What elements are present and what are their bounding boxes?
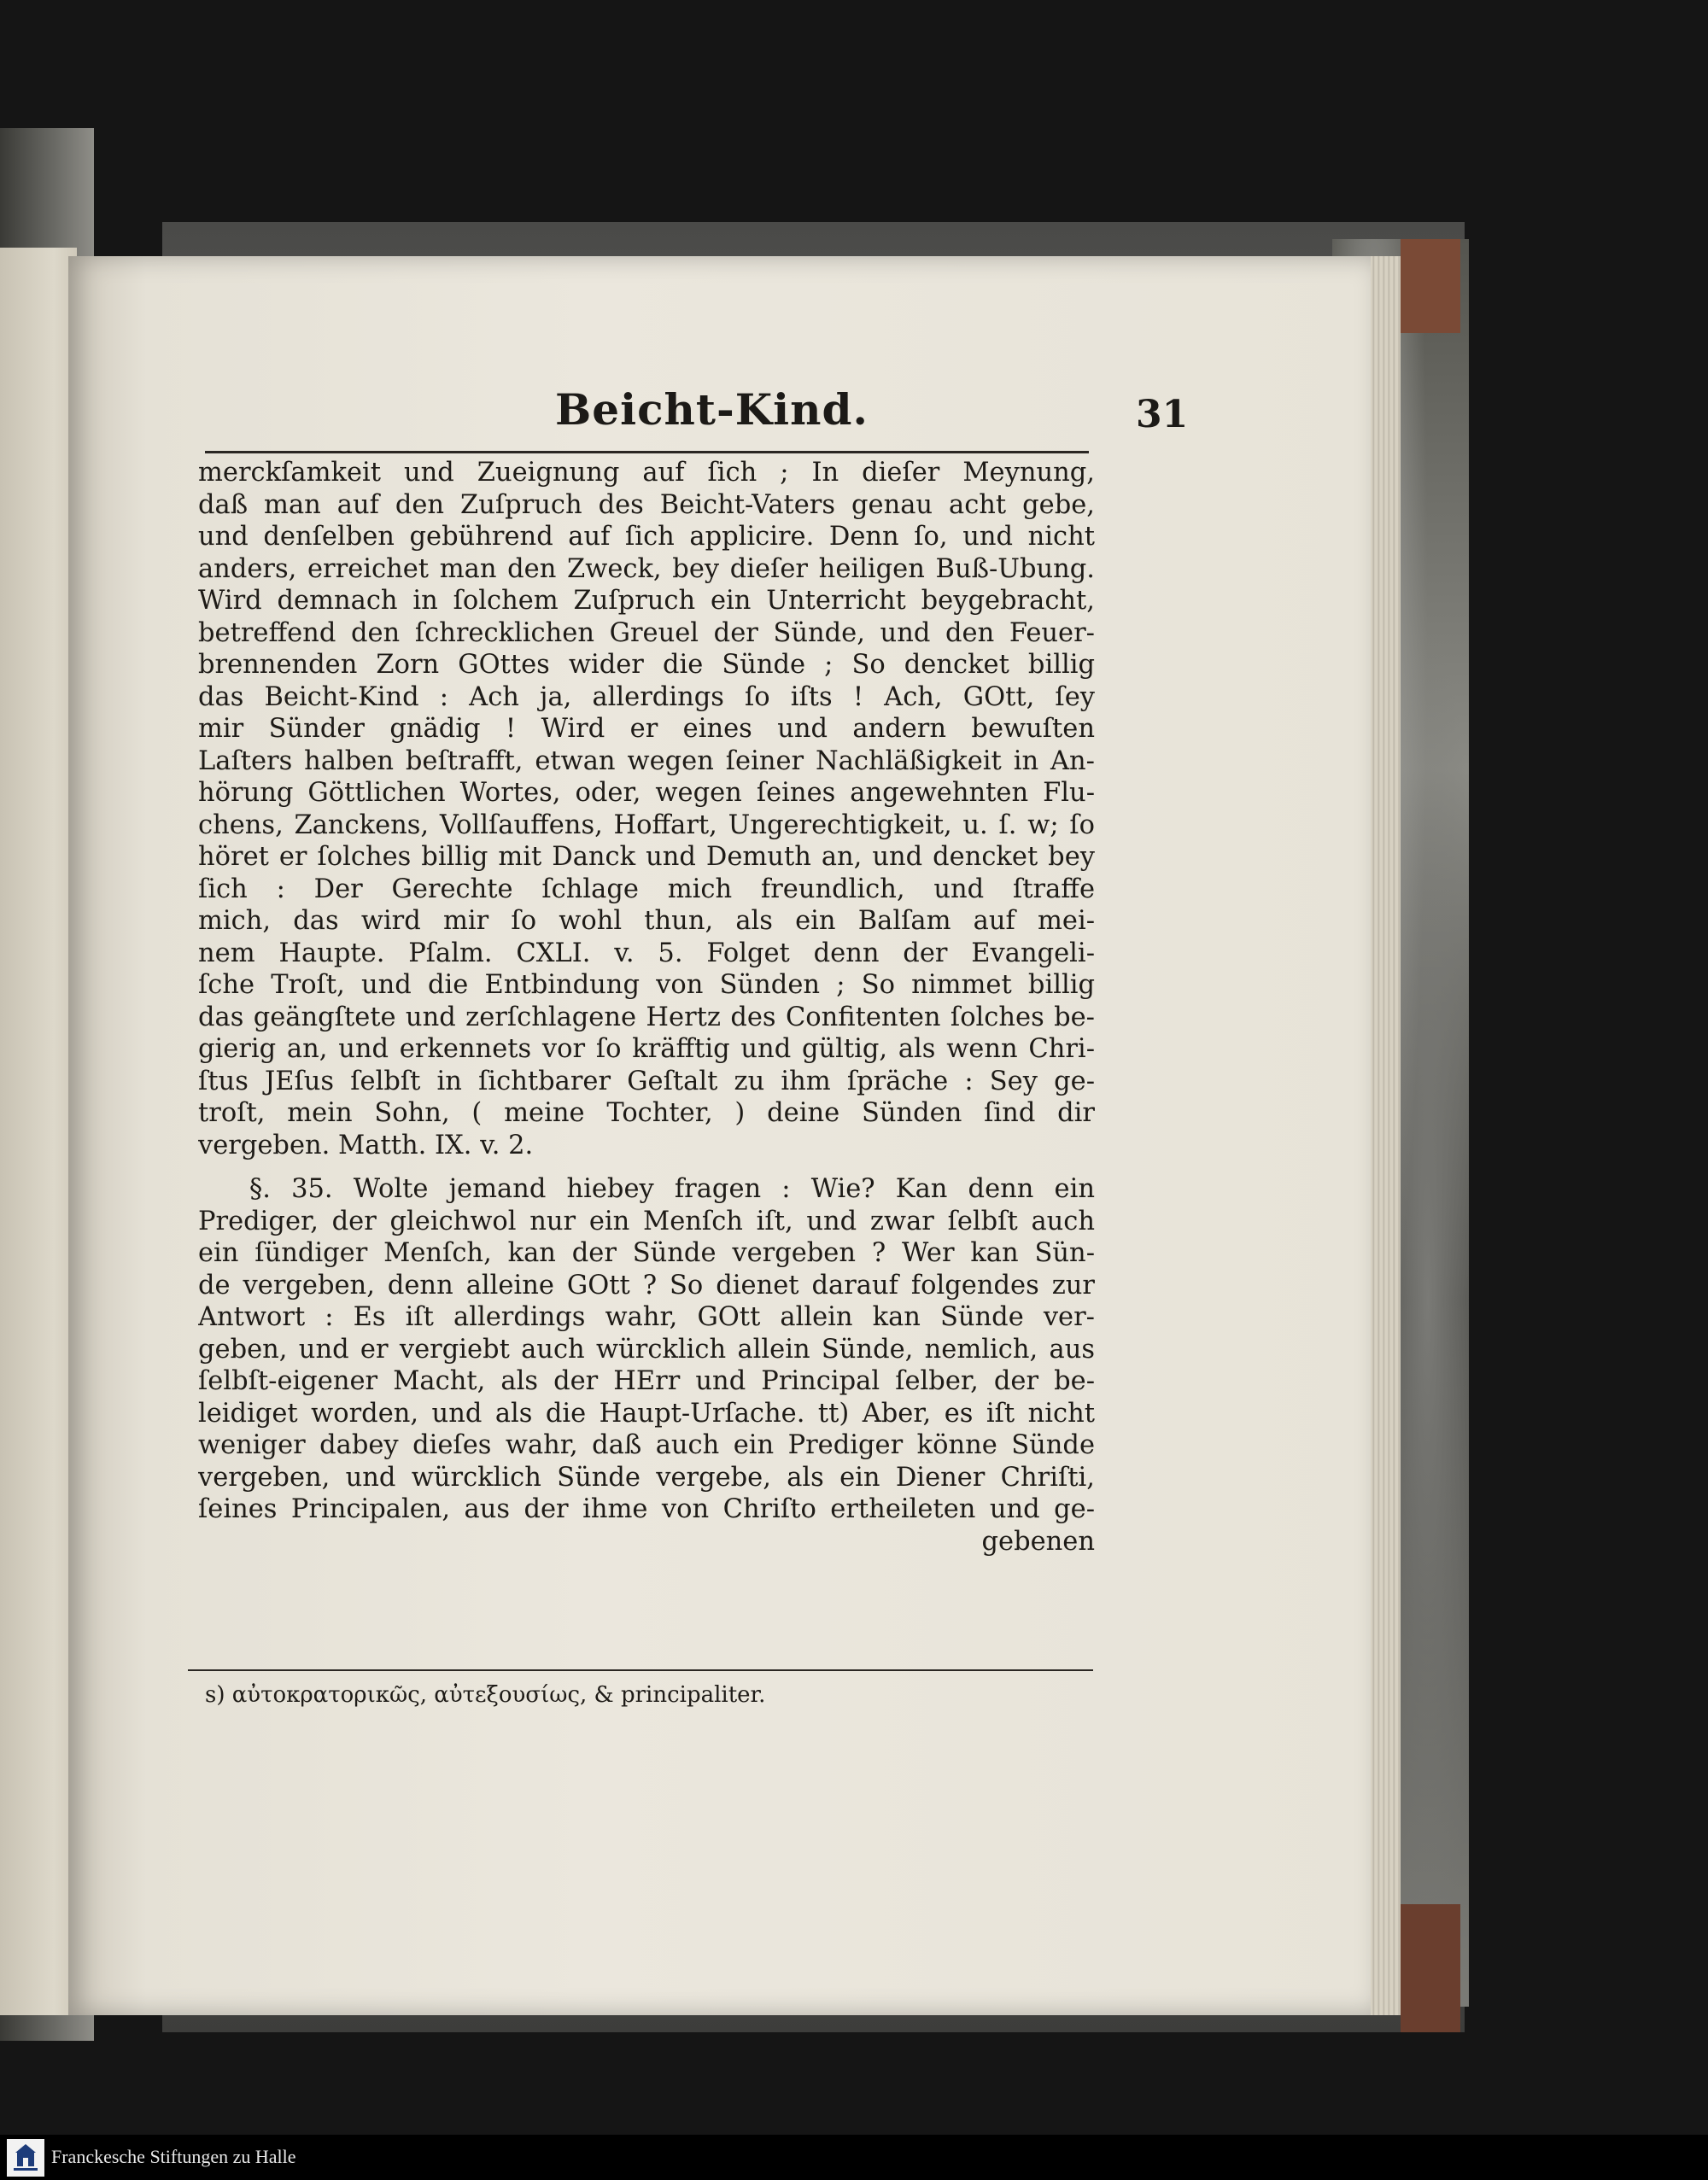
text-line: §. 35. Wolte jemand hiebey fragen : Wie? Kan denn ein bbox=[249, 1174, 1095, 1204]
leather-corner-top bbox=[1401, 239, 1460, 333]
institution-logo-icon bbox=[7, 2139, 44, 2177]
institution-label: Franckesche Stiftungen zu Halle bbox=[51, 2146, 296, 2167]
text-line: ſeines Principalen, aus der ihme von Chriſto ertheileten und ge- bbox=[198, 1494, 1095, 1524]
leather-corner-bottom bbox=[1401, 1904, 1460, 2032]
page-header bbox=[205, 384, 1189, 444]
text-line: nem Haupte. Pſalm. CXLI. v. 5. Folget denn der Evangeli- bbox=[198, 938, 1095, 968]
text-line: chens, Zanckens, Vollſauffens, Hoffart, Ungerechtigkeit, u. ſ. w; ſo bbox=[198, 809, 1095, 840]
text-line: daß man auf den Zuſpruch des Beicht-Vaters genau acht gebe, bbox=[198, 489, 1095, 520]
text-line: anders, erreichet man den Zweck, bey dieſer heiligen Buß-Ubung. bbox=[198, 553, 1095, 584]
footnote: s) αὐτοκρατορικῶς, αὐτεξουσίως, & principaliter. bbox=[205, 1682, 766, 1708]
text-line: hörung Göttlichen Wortes, oder, wegen ſeines angewehnten Flu- bbox=[198, 778, 1095, 808]
text-line: de vergeben, denn alleine GOtt ? So dienet darauf folgendes zur bbox=[198, 1270, 1095, 1300]
text-line: troſt, mein Sohn, ( meine Tochter, ) deine Sünden ſind dir bbox=[198, 1098, 1095, 1128]
text-line: gierig an, und erkennets vor ſo kräfftig und gültig, als wenn Chri- bbox=[198, 1034, 1095, 1064]
text-line: betreffend den ſchrecklichen Greuel der Sünde, und den Feuer- bbox=[198, 617, 1095, 648]
catchword: gebenen bbox=[981, 1526, 1095, 1557]
text-line: Laſters halben beſtrafft, etwan wegen ſeiner Nachläßigkeit in An- bbox=[198, 745, 1095, 776]
text-line: ſelbſt-eigener Macht, als der HErr und Principal ſelber, der be- bbox=[198, 1366, 1095, 1396]
page-number: 31 bbox=[1136, 393, 1189, 436]
text-line: ſtus JEſus ſelbſt in ſichtbarer Geſtalt zu ihm ſpräche : Sey ge- bbox=[198, 1066, 1095, 1096]
text-line: geben, und er vergiebt auch würcklich allein Sünde, nemlich, aus bbox=[198, 1334, 1095, 1365]
running-head: Beicht-Kind. bbox=[555, 384, 869, 435]
text-line: vergeben, und würcklich Sünde vergebe, als ein Diener Chriſti, bbox=[198, 1462, 1095, 1493]
text-line: vergeben. Matth. IX. v. 2. bbox=[198, 1130, 534, 1160]
text-line: leidiget worden, und als die Haupt-Urſache. tt) Aber, es iſt nicht bbox=[198, 1398, 1095, 1429]
text-line: Antwort : Es iſt allerdings wahr, GOtt allein kan Sünde ver- bbox=[198, 1302, 1095, 1332]
text-line: ein ſündiger Menſch, kan der Sünde vergeben ? Wer kan Sün- bbox=[198, 1238, 1095, 1268]
text-line: höret er ſolches billig mit Danck und Demuth an, und dencket bey bbox=[198, 842, 1095, 872]
text-line: ſche Troſt, und die Entbindung von Sünden ; So nimmet billig bbox=[198, 970, 1095, 1000]
text-line: mich, das wird mir ſo wohl thun, als ein Balſam auf mei- bbox=[198, 906, 1095, 936]
text-line: Wird demnach in ſolchem Zuſpruch ein Unterricht beygebracht, bbox=[198, 586, 1095, 616]
text-line: weniger dabey dieſes wahr, daß auch ein Prediger könne Sünde bbox=[198, 1430, 1095, 1460]
text-line: das geängſtete und zerſchlagene Hertz des Confitenten ſolches be- bbox=[198, 1002, 1095, 1032]
text-line: brennenden Zorn GOttes wider die Sünde ; So dencket billig bbox=[198, 650, 1095, 680]
text-line: und denſelben gebührend auf ſich applicire. Denn ſo, und nicht bbox=[198, 522, 1095, 552]
body-text bbox=[198, 457, 1095, 1558]
left-page-edge bbox=[0, 248, 77, 2015]
text-line: mir Sünder gnädig ! Wird er eines und andern bewuſten bbox=[198, 714, 1095, 744]
book-page bbox=[68, 256, 1371, 2015]
text-line: ſich : Der Gerechte ſchlage mich freundlich, und ſtraffe bbox=[198, 874, 1095, 904]
text-line: Prediger, der gleichwol nur ein Menſch iſt, und zwar ſelbſt auch bbox=[198, 1206, 1095, 1236]
footnote-rule bbox=[188, 1669, 1093, 1671]
paragraph-1 bbox=[198, 457, 1095, 1161]
text-line: merckſamkeit und Zueignung auf ſich ; In dieſer Meynung, bbox=[198, 458, 1095, 488]
text-line: das Beicht-Kind : Ach ja, allerdings ſo iſts ! Ach, GOtt, ſey bbox=[198, 681, 1095, 712]
paragraph-2 bbox=[198, 1173, 1095, 1526]
header-rule bbox=[205, 451, 1089, 453]
